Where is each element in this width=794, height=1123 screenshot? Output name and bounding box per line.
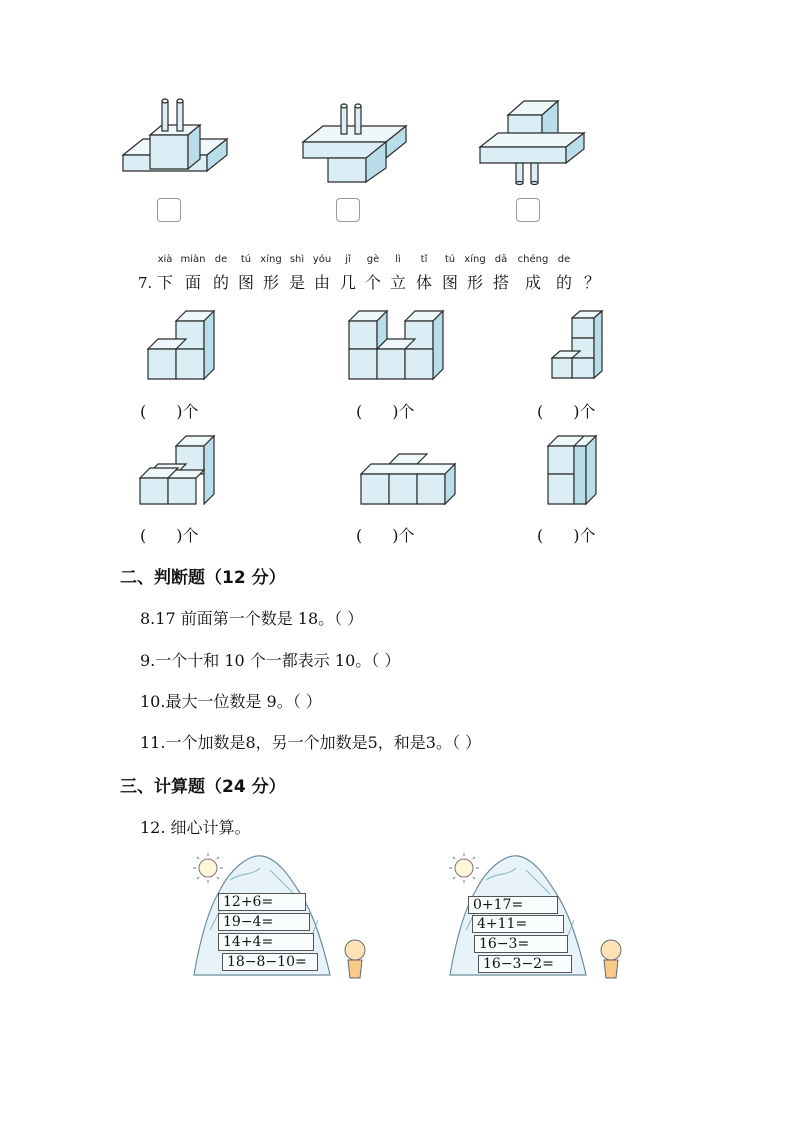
answer-checkbox-3[interactable] — [516, 198, 540, 222]
solid-figure-2 — [298, 98, 413, 188]
solid-figure-1 — [115, 95, 235, 190]
cube-stack-5 — [355, 450, 460, 510]
equation-left-3: 14+4= — [218, 933, 314, 951]
answer-blank-6[interactable]: ( )个 — [537, 526, 596, 545]
judgement-item-8[interactable]: 8.17 前面第一个数是 18。（ ） — [140, 609, 364, 628]
equation-right-4: 16−3−2= — [478, 955, 572, 973]
equation-left-1: 12+6= — [218, 893, 306, 911]
q7-pinyin: xià miàn de tú xíng shì yóu jǐ gè lì tǐ tú xíng dā chéng de — [157, 254, 571, 265]
equation-right-2: 4+11= — [472, 915, 564, 933]
answer-checkbox-1[interactable] — [157, 198, 181, 222]
judgement-item-11[interactable]: 11.一个加数是8，另一个加数是5，和是3。（ ） — [140, 733, 482, 752]
section3-heading: 三、计算题（24 分） — [120, 777, 286, 797]
judgement-item-10[interactable]: 10.最大一位数是 9。（ ） — [140, 692, 322, 711]
judgement-item-9[interactable]: 9.一个十和 10 个一都表示 10。（ ） — [140, 651, 401, 670]
cube-stack-3 — [548, 305, 610, 385]
answer-checkbox-2[interactable] — [336, 198, 360, 222]
answer-blank-5[interactable]: ( )个 — [356, 526, 415, 545]
answer-blank-4[interactable]: ( )个 — [140, 526, 199, 545]
cube-stack-1 — [140, 305, 230, 385]
answer-blank-3[interactable]: ( )个 — [537, 402, 596, 421]
answer-blank-1[interactable]: ( )个 — [140, 402, 199, 421]
equation-left-4: 18−8−10= — [222, 953, 318, 971]
section2-heading: 二、判断题（12 分） — [120, 568, 286, 588]
solid-figure-3 — [476, 95, 591, 190]
answer-blank-2[interactable]: ( )个 — [356, 402, 415, 421]
q7-number: 7. — [138, 274, 153, 292]
equation-right-3: 16−3= — [474, 935, 568, 953]
q12-label: 12. 细心计算。 — [140, 818, 251, 837]
cube-stack-6 — [544, 430, 604, 510]
equation-right-1: 0+17= — [468, 896, 558, 914]
q7-question: 下 面 的 图 形 是 由 几 个 立 体 图 形 搭 成 的 ？ — [156, 273, 601, 292]
cube-stack-4 — [134, 430, 224, 510]
equation-left-2: 19−4= — [218, 913, 310, 931]
cube-stack-2 — [343, 305, 453, 385]
